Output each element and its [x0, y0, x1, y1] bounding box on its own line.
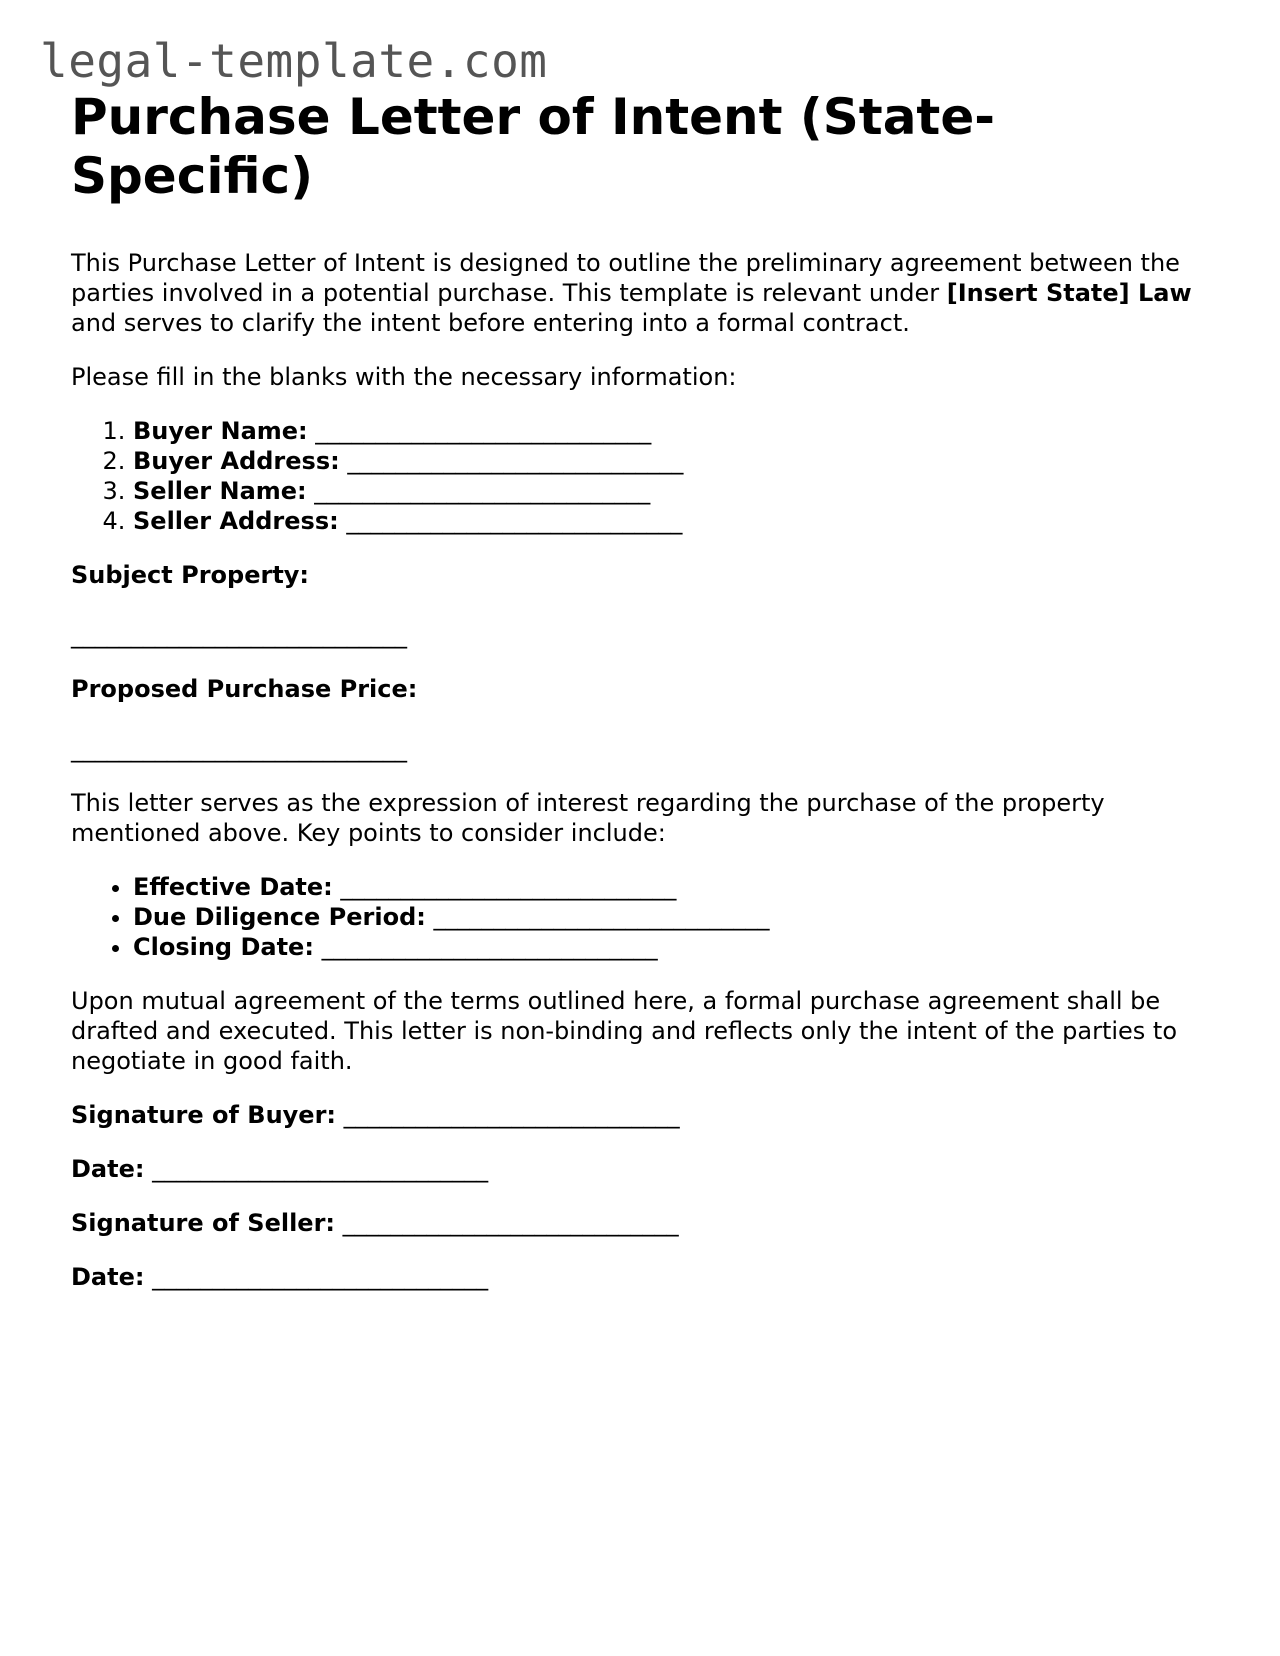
field-label: Due Diligence Period: [133, 903, 426, 931]
list-item-due-diligence [133, 902, 1201, 932]
field-label: Buyer Address: [133, 447, 340, 475]
closing-paragraph: Upon mutual agreement of the terms outlined here, a formal purchase agreement shall be drafted and executed. This letter is non-binding and reflects only the intent of the parties to negotiate in good faith. [71, 987, 1178, 1075]
intro-paragraph [71, 248, 1201, 338]
field-label: Date: [71, 1155, 145, 1183]
instructions-text: Please fill in the blanks with the necessary information: [71, 363, 737, 391]
party-fields-list [71, 416, 1201, 536]
seller-address-blank[interactable]: ____________________________ [346, 507, 683, 535]
list-item-closing-date [133, 932, 1201, 962]
subject-property-label: Subject Property: [71, 561, 310, 589]
list-item-seller-name [133, 476, 1201, 506]
list-item-buyer-name [133, 416, 1201, 446]
field-label: Seller Name: [133, 477, 307, 505]
field-label: Date: [71, 1263, 145, 1291]
seller-date-line [71, 1262, 1201, 1292]
list-item-effective-date [133, 872, 1201, 902]
effective-date-blank[interactable]: ____________________________ [340, 873, 677, 901]
document-page [71, 88, 1201, 1292]
buyer-signature-blank[interactable]: ____________________________ [343, 1101, 680, 1129]
field-label: Signature of Buyer: [71, 1101, 337, 1129]
state-law-placeholder: [Insert State] Law [946, 279, 1192, 307]
seller-signature-line [71, 1208, 1201, 1238]
purchase-price-blank[interactable]: ____________________________ [71, 735, 407, 763]
buyer-signature-line [71, 1100, 1201, 1130]
field-label: Signature of Seller: [71, 1209, 336, 1237]
field-label: Seller Address: [133, 507, 339, 535]
buyer-date-blank[interactable]: ____________________________ [152, 1155, 489, 1183]
interest-paragraph: This letter serves as the expression of interest regarding the purchase of the property mentioned above. Key points to consider include: [71, 789, 1105, 847]
field-label: Buyer Name: [133, 417, 308, 445]
seller-signature-blank[interactable]: ____________________________ [342, 1209, 679, 1237]
key-points-list [71, 872, 1201, 962]
field-label: Closing Date: [133, 933, 314, 961]
purchase-price-label: Proposed Purchase Price: [71, 675, 418, 703]
buyer-date-line [71, 1154, 1201, 1184]
document-title: Purchase Letter of Intent (State-Specific) [71, 88, 995, 205]
list-item-buyer-address [133, 446, 1201, 476]
intro-text-end: and serves to clarify the intent before entering into a formal contract. [71, 309, 910, 337]
due-diligence-blank[interactable]: ____________________________ [433, 903, 770, 931]
intro-text-start: This Purchase Letter of Intent is designed to outline the preliminary agreement between the parties involved in a potential purchase. This template is relevant under [71, 249, 1180, 307]
site-watermark: legal-template.com [40, 34, 548, 88]
buyer-name-blank[interactable]: ____________________________ [315, 417, 652, 445]
list-item-seller-address [133, 506, 1201, 536]
buyer-address-blank[interactable]: ____________________________ [347, 447, 684, 475]
closing-date-blank[interactable]: ____________________________ [321, 933, 658, 961]
field-label: Effective Date: [133, 873, 333, 901]
seller-date-blank[interactable]: ____________________________ [152, 1263, 489, 1291]
subject-property-blank[interactable]: ____________________________ [71, 621, 407, 649]
seller-name-blank[interactable]: ____________________________ [314, 477, 651, 505]
